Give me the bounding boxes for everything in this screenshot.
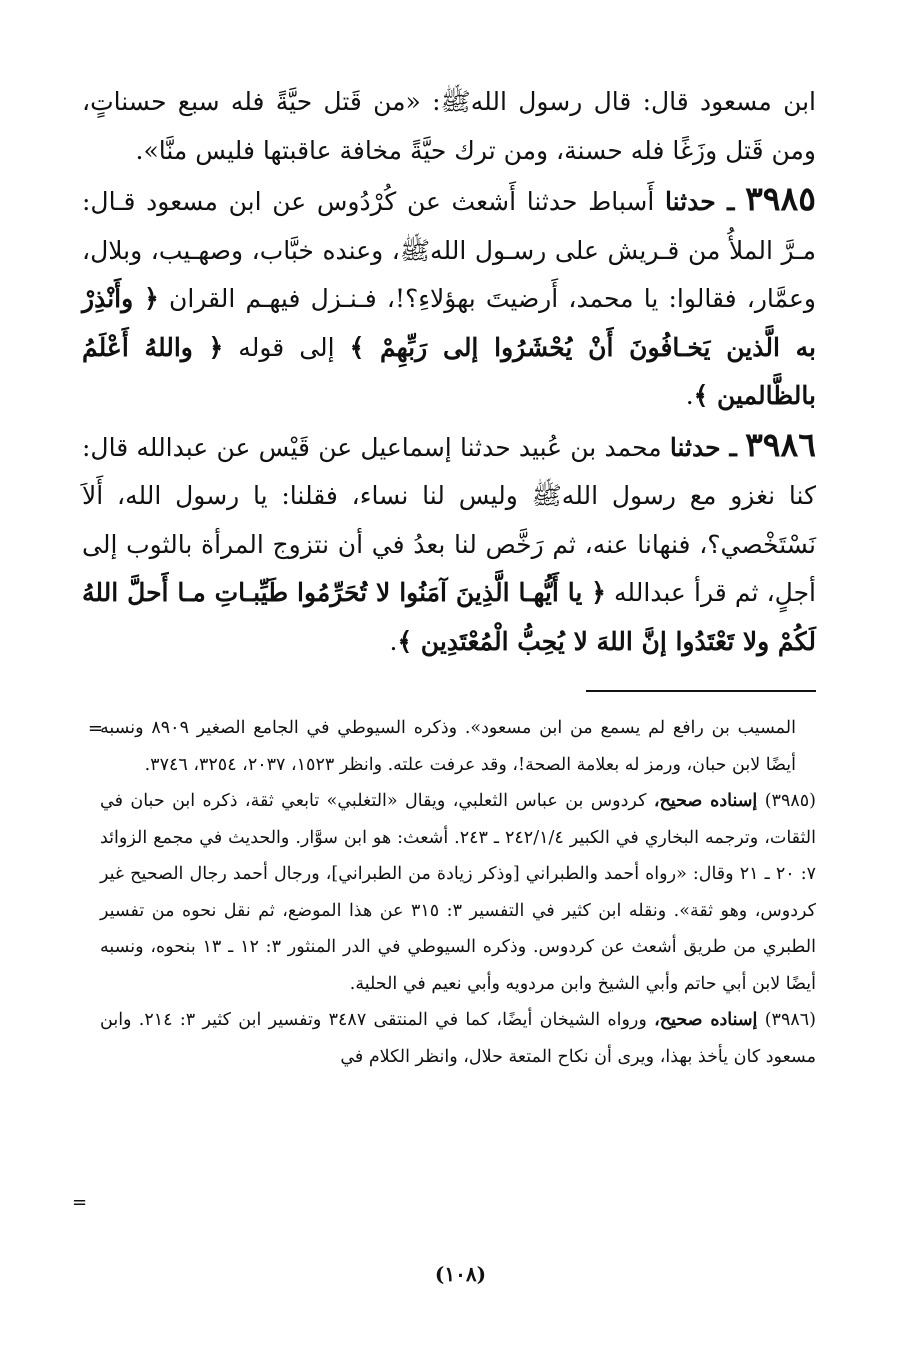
footnote-grading: إسناده صحيح، bbox=[654, 1010, 758, 1030]
footnote-divider bbox=[586, 690, 816, 692]
hadith-text: محمد بن عُبيد حدثنا إسماعيل عن قَيْس عن عبدالله قال: كنا نغزو مع رسول اللهﷺ وليس لنا نساء، فقلنا: يا رسول الله، أَلاَ نَسْتَخْصي؟، فنهانا عنه، ثم رَخَّص لنا بعدُ في أن نتزوج المرأة بالثوب إلى أجلٍ، ثم قرأ عبدالله bbox=[82, 432, 816, 607]
hadith-text: إلى قوله bbox=[238, 332, 335, 362]
footnote-grading: إسناده صحيح، bbox=[653, 791, 758, 811]
hadith-opening: ـ حدثنا bbox=[669, 432, 737, 462]
quran-quote: ﴿ يا أَيُّهـا الَّذِينَ آمَنُوا لا تُحَرِّمُوا طَيِّبـاتِ مـا أَحلَّ اللهُ لَكُمْ ولا تَعْتَدُوا إنَّ اللهَ لا يُحِبُّ الْمُعْتَدِين ﴾ bbox=[82, 578, 816, 656]
footnote-text: المسيب بن رافع لم يسمع من ابن مسعود». وذكره السيوطي في الجامع الصغير ٨٩٠٩ ونسبه أيضًا لابن حبان، ورمز له بعلامة الصحة!، وقد عرفت علته. وانظر ١٥٢٣، ٢٠٣٧، ٣٢٥٤، ٣٧٤٦. bbox=[100, 718, 796, 775]
footnotes bbox=[100, 710, 816, 1075]
continuation-mark: = bbox=[72, 1192, 88, 1213]
hadith-3986 bbox=[82, 421, 816, 667]
quran-quote: ﴿ وأَنْذِرْ به الَّذين يَخـافُونَ أَنْ يُحْشَرُوا إلى رَبِّهِمْ ﴾ bbox=[82, 284, 817, 362]
continuation-mark: = bbox=[87, 718, 103, 739]
hadith-text: أَسباط حدثنا أَشعث عن كُرْدُوس عن ابن مسعود قـال: مـرَّ الملأُ من قـريش على رسـول اللهﷺ، وعنده خبَّاب، وصهـيب، وبلال، وعمَّار، فقالوا: يا محمد، أَرضيتَ بهؤلاءِ؟!، فـنـزل فيهـم القران bbox=[82, 187, 816, 313]
footnote-continued bbox=[100, 710, 816, 783]
page-number: (١٠٨) bbox=[434, 1262, 487, 1286]
footnote-3986 bbox=[100, 1002, 816, 1075]
paragraph-text: ابن مسعود قال: قال رسول اللهﷺ: «من قَتل حيَّةً فله سبع حسناتٍ، ومن قَتل وزَغًا فله حسنة، ومن ترك حيَّةً مخافة عاقبتها فليس منَّا». bbox=[82, 87, 816, 165]
footnote-text: ورواه الشيخان أيضًا، كما في المنتقى ٣٤٨٧ وتفسير ابن كثير ٣: ٢١٤. وابن مسعود كان يأخذ بهذا، ويرى أن نكاح المتعة حلال، وانظر الكلام في bbox=[100, 1010, 816, 1067]
hadith-number: ٣٩٨٥ bbox=[745, 179, 816, 218]
hadith-number: ٣٩٨٦ bbox=[745, 424, 816, 464]
hadith-text: . bbox=[685, 381, 694, 410]
footnote-label: (٣٩٨٦) bbox=[764, 1010, 816, 1030]
footnote-text: كردوس بن عباس الثعلبي، ويقال «التغلبي» تابعي ثقة، ذكره ابن حبان في الثقات، وترجمه البخاري في الكبير ٢٤٢/١/٤ ـ ٢٤٣. أشعث: هو ابن سوَّار. والحديث في مجمع الزوائد ٧: ٢٠ ـ ٢١ وقال: «رواه أحمد والطبراني [وذكر زيادة من الطبراني]، ورجال أحمد رجال الصحيح غير كردوس، وهو ثقة». ونقله ابن كثير في التفسير ٣: ٣١٥ عن هذا الموضع، ثم نقل نحوه من تفسير الطبري من طريق أشعث عن كردوس. وذكره السيوطي في الدر المنثور ٣: ١٢ ـ ١٣ بنحوه، ونسبه أيضًا لابن أبي حاتم وأبي الشيخ وابن مردويه وأبي نعيم في الحلية. bbox=[100, 791, 817, 994]
quran-quote: ﴿ واللهُ أَعْلَمُ بالظَّالمين ﴾ bbox=[82, 332, 816, 410]
hadith-text: . bbox=[389, 626, 398, 656]
footnote-3985 bbox=[100, 783, 816, 1002]
main-text bbox=[82, 78, 816, 666]
hadith-3985 bbox=[82, 175, 816, 421]
footnote-label: (٣٩٨٥) bbox=[764, 791, 816, 811]
hadith-opening: ـ حدثنا bbox=[664, 187, 735, 216]
hadith-3984-ending bbox=[82, 78, 816, 175]
